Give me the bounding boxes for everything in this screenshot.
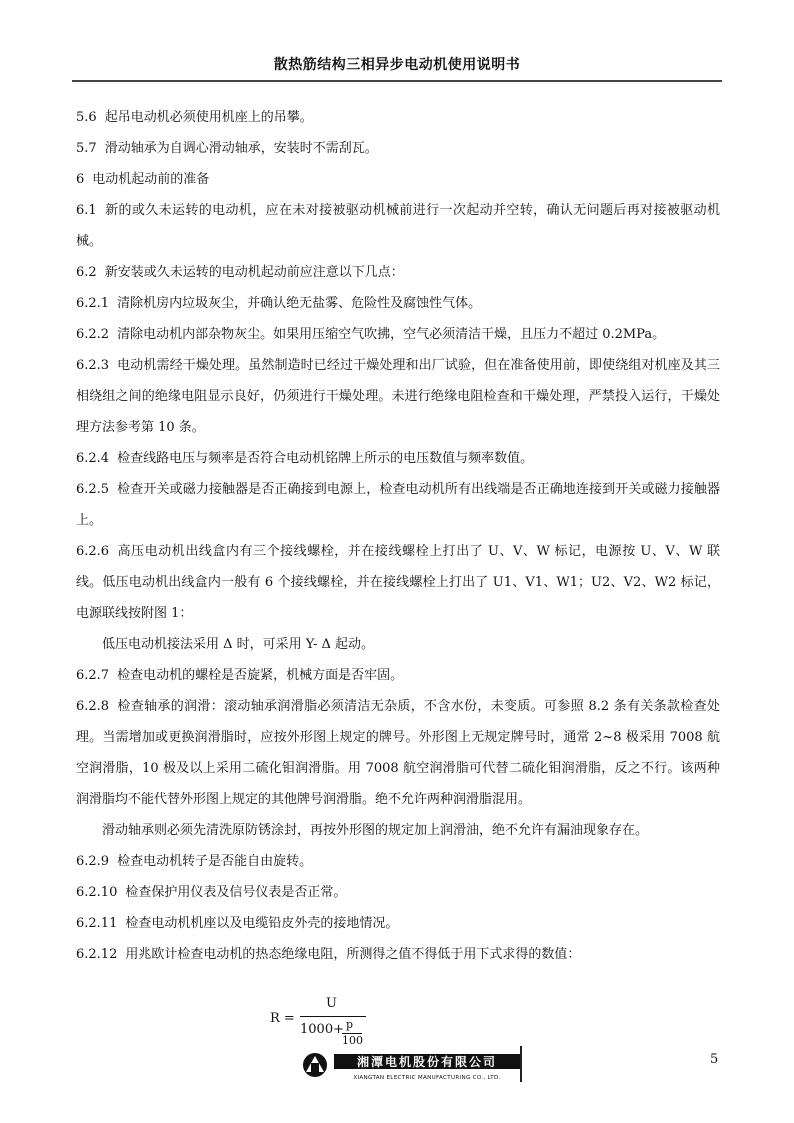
paragraph-6-2-2: 6.2.2 清除电动机内部杂物灰尘。如果用压缩空气吹拂，空气必须清洁干燥，且压力不超过 0.2MPa。 — [76, 327, 666, 342]
formula-numerator: U — [326, 996, 337, 1011]
formula-fraction-bar — [300, 1016, 366, 1017]
company-logo-cn: 湘潭电机股份有限公司 — [356, 1055, 498, 1069]
formula-lhs: R = — [270, 1011, 295, 1026]
footer-logo-divider — [520, 1046, 522, 1082]
paragraph-6-2-8: 6.2.8 检查轴承的润滑：滚动轴承润滑脂必须清洁无杂质，不含水份，未变质。可参照 8.2 条有关条款检查处理。当需增加或更换润滑脂时，应按外形图上规定的牌号。外形图上无规定牌号时，通常 2~8 极采用 7008 航空润滑脂，10 极及以上采用二硫化钼润滑脂。用 7008 航空润滑脂可代替二硫化钼润滑脂，反之不行。该两种润滑脂均不能代替外形图上规定的其他牌号润滑脂。绝不允许两种润滑脂混用。 — [76, 699, 720, 807]
paragraph-6-1: 6.1 新的或久未运转的电动机，应在未对接被驱动机械前进行一次起动并空转，确认无问题后再对接被驱动机械。 — [76, 203, 720, 249]
page-number: 5 — [710, 1052, 719, 1067]
paragraph-6-2-6-note: 低压电动机接法采用 Δ 时，可采用 Y- Δ 起动。 — [102, 637, 374, 652]
header-divider — [72, 80, 722, 82]
paragraph-6-2-5: 6.2.5 检查开关或磁力接触器是否正确接到电源上，检查电动机所有出线端是否正确地连接到开关或磁力接触器上。 — [76, 482, 720, 528]
company-logo-en: XIANGTAN ELECTRIC MANUFACTURING CO., LTD. — [353, 1075, 501, 1081]
paragraph-6-2-8-sliding: 滑动轴承则必须先清洗原防锈涂封，再按外形图的规定加上润滑油，绝不允许有漏油现象存在。 — [102, 823, 649, 838]
paragraph-6-2-9: 6.2.9 检查电动机转子是否能自由旋转。 — [76, 854, 313, 869]
section-heading-6: 6 电动机起动前的准备 — [76, 172, 210, 187]
paragraph-6-2-10: 6.2.10 检查保护用仪表及信号仪表是否正常。 — [76, 885, 347, 900]
paragraph-5-7: 5.7 滑动轴承为自调心滑动轴承，安装时不需刮瓦。 — [76, 141, 378, 156]
paragraph-6-2-3: 6.2.3 电动机需经干燥处理。虽然制造时已经过干燥处理和出厂试验，但在准备使用前，即使绕组对机座及其三相绕组之间的绝缘电阻显示良好，仍须进行干燥处理。未进行绝缘电阻检查和干燥处理，严禁投入运行，干燥处理方法参考第 10 条。 — [76, 358, 720, 435]
paragraph-6-2-1: 6.2.1 清除机房内垃圾灰尘，并确认绝无盐雾、危险性及腐蚀性气体。 — [76, 296, 482, 311]
document-body — [76, 102, 720, 970]
formula-sub-numerator: p — [346, 1018, 354, 1031]
paragraph-6-2-7: 6.2.7 检查电动机的螺栓是否旋紧，机械方面是否牢固。 — [76, 668, 404, 683]
paragraph-6-2-11: 6.2.11 检查电动机机座以及电缆铅皮外壳的接地情况。 — [76, 916, 399, 931]
company-logo-emblem-icon — [303, 1053, 327, 1077]
document-header-title: 散热筋结构三相异步电动机使用说明书 — [273, 57, 521, 73]
formula-sub-denominator: 100 — [342, 1034, 363, 1047]
paragraph-6-2: 6.2 新安装或久未运转的电动机起动前应注意以下几点： — [76, 265, 404, 280]
formula-denominator: 1000+ — [300, 1022, 344, 1037]
paragraph-6-2-4: 6.2.4 检查线路电压与频率是否符合电动机铭牌上所示的电压数值与频率数值。 — [76, 451, 534, 466]
paragraph-6-2-6: 6.2.6 高压电动机出线盒内有三个接线螺栓，并在接线螺栓上打出了 U、V、W 标记，电源按 U、V、W 联线。低压电动机出线盒内一般有 6 个接线螺栓，并在接线螺栓上打出了 U1、V1、W1；U2、V2、W2 标记，电源联线按附图 1： — [76, 544, 720, 621]
paragraph-6-2-12: 6.2.12 用兆欧计检查电动机的热态绝缘电阻，所测得之值不得低于用下式求得的数值： — [76, 947, 581, 962]
paragraph-5-6: 5.6 起吊电动机必须使用机座上的吊攀。 — [76, 110, 313, 125]
company-logo — [298, 1050, 522, 1084]
